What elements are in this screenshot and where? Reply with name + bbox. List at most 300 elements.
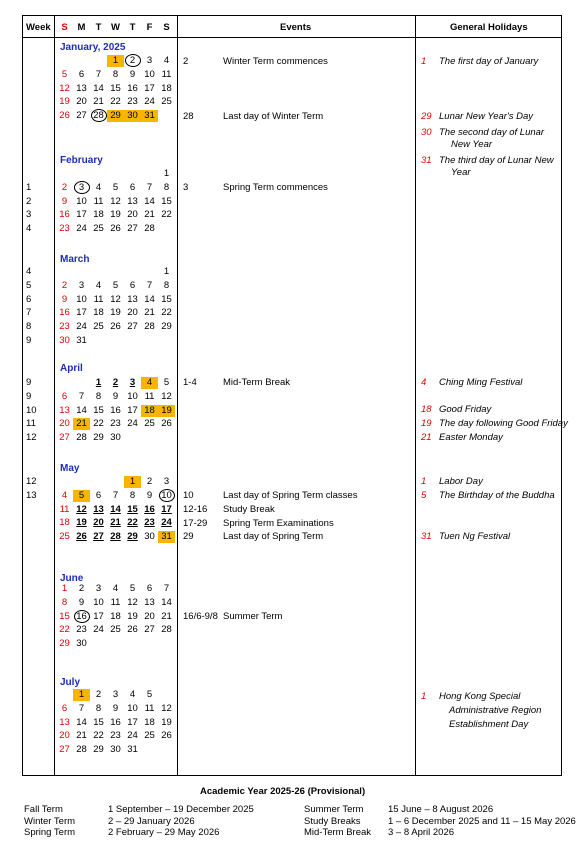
calendar-day: 24	[127, 730, 138, 742]
calendar-day: 16	[127, 82, 138, 94]
calendar-day: 24	[76, 321, 87, 333]
holiday-date: 18	[421, 404, 432, 415]
calendar-day: 4	[129, 689, 136, 700]
week-number: 9	[26, 377, 32, 388]
calendar-day: 18	[144, 716, 155, 728]
event-date: 16/6-9/8	[183, 611, 218, 622]
week-number: 7	[26, 307, 32, 319]
calendar-day: 11	[93, 293, 104, 305]
calendar-day: 12	[59, 82, 70, 94]
footer-title: Academic Year 2025-26 (Provisional)	[200, 786, 366, 797]
footer-term-label: Summer Term	[304, 804, 364, 815]
calendar-day: 3	[163, 476, 170, 487]
calendar-day: 11	[93, 195, 104, 207]
calendar-day: 14	[76, 716, 87, 728]
footer-term-label: Fall Term	[24, 804, 63, 815]
weekday-header: T	[129, 22, 136, 33]
week-number: 3	[26, 209, 32, 221]
calendar-day: 16	[74, 610, 90, 623]
calendar-day: 26	[161, 730, 172, 742]
calendar-day: 3	[146, 55, 153, 66]
calendar-day: 25	[144, 418, 155, 430]
holiday-date: 21	[421, 432, 432, 443]
event-date: 12-16	[183, 504, 208, 515]
holiday-name-cont: Administrative Region	[449, 705, 542, 716]
calendar-day: 19	[110, 307, 121, 319]
week-number: 12	[26, 476, 37, 487]
calendar-day: 28	[144, 223, 155, 235]
calendar-day: 20	[59, 418, 70, 430]
week-number: 6	[26, 293, 32, 305]
calendar-day: 31	[76, 335, 87, 346]
holiday-name: The second day of Lunar	[439, 127, 545, 138]
calendar-day: 6	[61, 702, 68, 714]
calendar-day: 6	[61, 390, 68, 402]
footer-term-label: Spring Term	[24, 827, 76, 838]
calendar-day: 25	[93, 223, 104, 235]
calendar-day: 4	[95, 279, 102, 291]
calendar-day: 12	[161, 702, 172, 714]
calendar-day: 19	[127, 610, 138, 622]
calendar-day: 27	[59, 432, 70, 444]
calendar-day: 17	[76, 307, 87, 319]
calendar-day: 15	[93, 404, 104, 416]
holiday-date: 5	[421, 490, 427, 501]
event-text: Last day of Spring Term	[223, 531, 324, 542]
calendar-day: 25	[93, 321, 104, 333]
calendar-day: 24	[93, 624, 104, 636]
calendar-day: 19	[76, 517, 87, 529]
calendar-day: 11	[59, 503, 70, 515]
calendar-day: 24	[76, 223, 87, 235]
calendar-day: 1	[124, 476, 141, 488]
calendar-day: 10	[127, 390, 138, 402]
calendar-day: 21	[161, 610, 172, 622]
calendar-day: 5	[73, 490, 90, 502]
calendar-day: 2	[61, 181, 68, 193]
calendar-day: 11	[144, 390, 155, 402]
divider-events	[415, 15, 416, 776]
calendar-day: 5	[61, 68, 68, 80]
calendar-day: 2	[95, 689, 102, 700]
calendar-day: 23	[110, 730, 121, 742]
holiday-date: 30	[421, 127, 432, 138]
calendar-day: 12	[76, 503, 87, 515]
week-number: 11	[26, 418, 36, 430]
calendar-day: 2	[112, 377, 119, 388]
weekday-header: F	[146, 22, 153, 33]
calendar-day: 14	[76, 404, 87, 416]
calendar-day: 4	[112, 583, 119, 594]
calendar-day: 15	[161, 195, 172, 207]
event-text: Spring Term Examinations	[223, 518, 334, 529]
holiday-name-cont: Year	[451, 167, 471, 178]
calendar-day: 28	[91, 109, 107, 122]
calendar-day: 19	[59, 96, 70, 108]
calendar-day: 26	[161, 418, 172, 430]
calendar-day: 24	[161, 517, 172, 529]
calendar-day: 29	[107, 110, 124, 122]
week-number: 4	[26, 223, 32, 235]
calendar-day: 27	[144, 624, 155, 636]
calendar-day: 10	[76, 195, 87, 207]
calendar-day: 14	[93, 82, 104, 94]
calendar-day: 27	[59, 744, 70, 756]
calendar-day: 5	[112, 181, 119, 193]
holiday-name: Hong Kong Special	[439, 691, 521, 702]
divider-calendar	[177, 15, 178, 776]
holiday-date: 4	[421, 377, 427, 388]
footer-term-dates: 2 February – 29 May 2026	[108, 827, 220, 838]
calendar-day: 21	[76, 730, 87, 742]
holiday-date: 31	[421, 531, 432, 542]
calendar-day: 24	[127, 418, 138, 430]
calendar-day: 10	[159, 489, 175, 502]
holiday-name: Good Friday	[439, 404, 492, 415]
calendar-day: 14	[144, 293, 155, 305]
calendar-day: 30	[144, 531, 155, 543]
calendar-day: 12	[127, 596, 138, 608]
month-label-may: May	[60, 463, 80, 474]
calendar-day: 30	[110, 744, 121, 756]
calendar-day: 25	[110, 624, 121, 636]
holiday-name: Easter Monday	[439, 432, 503, 443]
calendar-day: 15	[161, 293, 172, 305]
week-number: 1	[26, 181, 32, 193]
calendar-day: 13	[127, 293, 138, 305]
calendar-day: 17	[127, 404, 138, 416]
calendar-day: 25	[144, 730, 155, 742]
calendar-day: 8	[163, 181, 170, 193]
calendar-day: 29	[93, 432, 104, 444]
calendar-day: 8	[61, 596, 68, 608]
weekday-header: S	[163, 22, 170, 33]
calendar-day: 13	[59, 716, 70, 728]
calendar-day: 22	[127, 517, 138, 529]
week-number: 8	[26, 321, 32, 333]
calendar-day: 20	[127, 307, 138, 319]
calendar-day: 13	[59, 404, 70, 416]
week-number: 5	[26, 279, 32, 291]
calendar-day: 5	[129, 583, 136, 594]
calendar-day: 9	[61, 293, 68, 305]
calendar-day: 30	[59, 335, 70, 346]
calendar-day: 22	[161, 209, 172, 221]
calendar-day: 16	[110, 716, 121, 728]
calendar-day: 17	[76, 209, 87, 221]
weekday-header: S	[61, 22, 68, 33]
calendar-day: 17	[93, 610, 104, 622]
calendar-day: 16	[59, 307, 70, 319]
calendar-day: 19	[158, 405, 175, 417]
calendar-day: 4	[141, 377, 158, 389]
calendar-day: 19	[110, 209, 121, 221]
calendar-day: 22	[93, 730, 104, 742]
month-label-june: June	[60, 573, 84, 584]
calendar-day: 12	[110, 293, 121, 305]
calendar-day: 29	[127, 531, 138, 543]
calendar-day: 24	[144, 96, 155, 108]
calendar-day: 14	[110, 503, 121, 515]
week-number: 9	[26, 335, 32, 346]
holiday-name: Labor Day	[439, 476, 483, 487]
calendar-day: 18	[93, 307, 104, 319]
week-number: 2	[26, 195, 32, 207]
footer-term-label: Winter Term	[24, 816, 76, 827]
calendar-day: 20	[93, 517, 104, 529]
week-number: 9	[26, 390, 32, 402]
calendar-day: 15	[127, 503, 138, 515]
holiday-date: 29	[421, 111, 432, 122]
calendar-day: 7	[163, 583, 170, 594]
week-number: 4	[26, 266, 32, 277]
calendar-day: 19	[161, 716, 172, 728]
calendar-day: 13	[93, 503, 104, 515]
event-date: 3	[183, 182, 189, 193]
calendar-day: 3	[129, 377, 136, 388]
calendar-day: 25	[161, 96, 172, 108]
week-number: 12	[26, 432, 37, 444]
calendar-day: 30	[110, 432, 121, 444]
event-text: Mid-Term Break	[223, 377, 291, 388]
calendar-day: 2	[125, 54, 141, 67]
month-label-march: March	[60, 254, 90, 265]
calendar-day: 23	[144, 517, 155, 529]
calendar-day: 14	[161, 596, 172, 608]
calendar-day: 21	[144, 209, 155, 221]
calendar-day: 23	[127, 96, 138, 108]
calendar-day: 18	[59, 517, 70, 529]
holiday-name: Ching Ming Festival	[439, 377, 523, 388]
footer-term-dates: 2 – 29 January 2026	[108, 816, 195, 827]
calendar-day: 27	[93, 531, 104, 543]
holiday-name: The third day of Lunar New	[439, 155, 554, 166]
calendar-day: 18	[161, 82, 172, 94]
holiday-name-cont: New Year	[451, 139, 493, 150]
calendar-day: 21	[110, 517, 121, 529]
calendar-day: 8	[95, 390, 102, 402]
calendar-day: 16	[59, 209, 70, 221]
calendar-day: 31	[158, 531, 175, 543]
events-header: Events	[280, 22, 312, 33]
calendar-day: 3	[74, 181, 90, 194]
week-number: 13	[26, 489, 37, 501]
calendar-day: 11	[110, 596, 121, 608]
holiday-date: 1	[421, 56, 427, 67]
calendar-day: 11	[161, 68, 172, 80]
calendar-day: 28	[144, 321, 155, 333]
calendar-day: 18	[110, 610, 121, 622]
month-label-april: April	[60, 363, 83, 374]
calendar-day: 28	[110, 531, 121, 543]
calendar-day: 13	[127, 195, 138, 207]
calendar-day: 7	[146, 181, 153, 193]
calendar-day: 26	[110, 321, 121, 333]
calendar-day: 1	[163, 168, 170, 179]
event-text: Winter Term commences	[223, 56, 328, 67]
calendar-day: 11	[144, 702, 155, 714]
calendar-day: 9	[146, 489, 153, 501]
calendar-day: 22	[59, 624, 70, 636]
calendar-day: 26	[110, 223, 121, 235]
calendar-day: 7	[146, 279, 153, 291]
calendar-day: 16	[110, 404, 121, 416]
calendar-day: 10	[93, 596, 104, 608]
calendar-day: 20	[76, 96, 87, 108]
calendar-day: 5	[163, 377, 170, 388]
holiday-date: 1	[421, 476, 427, 487]
holiday-date: 1	[421, 691, 427, 702]
calendar-day: 17	[127, 716, 138, 728]
calendar-day: 5	[112, 279, 119, 291]
calendar-day: 20	[144, 610, 155, 622]
calendar-day: 6	[95, 489, 102, 501]
calendar-day: 3	[78, 279, 85, 291]
event-date: 10	[183, 490, 194, 501]
calendar-day: 6	[146, 583, 153, 594]
weekday-header: W	[111, 22, 120, 33]
holidays-header: General Holidays	[450, 22, 528, 33]
calendar-day: 9	[61, 195, 68, 207]
calendar-day: 8	[129, 489, 136, 501]
event-date: 17-29	[183, 518, 208, 529]
calendar-day: 22	[93, 418, 104, 430]
calendar-day: 30	[76, 638, 87, 650]
footer-term-label: Study Breaks	[304, 816, 361, 827]
calendar-day: 23	[59, 321, 70, 333]
footer-term-label: Mid-Term Break	[304, 827, 372, 838]
event-text: Summer Term	[223, 611, 283, 622]
holiday-date: 31	[421, 155, 432, 166]
event-date: 29	[183, 531, 194, 542]
calendar-day: 14	[144, 195, 155, 207]
calendar-day: 31	[141, 110, 158, 122]
holiday-name: The first day of January	[439, 56, 539, 67]
calendar-day: 18	[141, 405, 158, 417]
calendar-day: 1	[163, 266, 170, 277]
month-label-july: July	[60, 677, 81, 688]
calendar-day: 28	[161, 624, 172, 636]
header-divider	[22, 37, 562, 38]
calendar-day: 21	[73, 418, 90, 430]
calendar-day: 6	[78, 68, 85, 80]
footer-term-dates: 15 June – 8 August 2026	[388, 804, 494, 815]
calendar-day: 23	[59, 223, 70, 235]
calendar-day: 29	[161, 321, 172, 333]
calendar-day: 6	[129, 181, 136, 193]
calendar-day: 16	[144, 503, 155, 515]
calendar-day: 2	[61, 279, 68, 291]
calendar-day: 2	[78, 583, 85, 594]
calendar-day: 23	[76, 624, 87, 636]
holiday-name: Tuen Ng Festival	[439, 531, 511, 542]
calendar-day: 12	[110, 195, 121, 207]
calendar-day: 1	[107, 55, 124, 67]
calendar-day: 7	[95, 68, 102, 80]
calendar-day: 22	[161, 307, 172, 319]
holiday-name-cont: Establishment Day	[449, 719, 529, 730]
calendar-day: 8	[163, 279, 170, 291]
calendar-day: 8	[112, 68, 119, 80]
calendar-day: 7	[78, 702, 85, 714]
calendar-day: 4	[61, 489, 68, 501]
calendar-day: 10	[144, 68, 155, 80]
calendar-day: 9	[112, 702, 119, 714]
calendar-day: 29	[59, 638, 70, 650]
calendar-day: 29	[93, 744, 104, 756]
calendar-day: 10	[76, 293, 87, 305]
calendar-day: 1	[95, 377, 102, 388]
calendar-day: 17	[161, 503, 172, 515]
calendar-day: 15	[59, 610, 70, 622]
calendar-day: 1	[61, 583, 68, 594]
calendar-day: 7	[112, 489, 119, 501]
calendar-day: 30	[124, 110, 141, 122]
calendar-day: 22	[110, 96, 121, 108]
calendar-day: 20	[59, 730, 70, 742]
calendar-day: 21	[93, 96, 104, 108]
calendar-day: 15	[110, 82, 121, 94]
calendar-day: 31	[127, 744, 138, 756]
event-text: Last day of Winter Term	[223, 111, 324, 122]
calendar-day: 1	[73, 689, 90, 701]
calendar-day: 2	[146, 476, 153, 487]
calendar-day: 25	[59, 531, 70, 543]
calendar-day: 26	[127, 624, 138, 636]
calendar-day: 27	[127, 223, 138, 235]
calendar-day: 6	[129, 279, 136, 291]
footer-term-dates: 1 September – 19 December 2025	[108, 804, 254, 815]
holiday-name: The day following Good Friday	[439, 418, 568, 429]
calendar-day: 17	[144, 82, 155, 94]
weekday-header: T	[95, 22, 102, 33]
calendar-day: 27	[127, 321, 138, 333]
event-text: Spring Term commences	[223, 182, 328, 193]
weekday-header: M	[77, 22, 86, 33]
calendar-day: 3	[95, 583, 102, 594]
footer-term-dates: 3 – 8 April 2026	[388, 827, 455, 838]
event-date: 1-4	[183, 377, 197, 388]
calendar-day: 5	[146, 689, 153, 700]
event-date: 2	[183, 56, 189, 67]
event-date: 28	[183, 111, 194, 122]
calendar-day: 3	[112, 689, 119, 700]
holiday-name: The Birthday of the Buddha	[439, 490, 555, 501]
week-header: Week	[26, 22, 51, 33]
calendar-day: 9	[78, 596, 85, 608]
calendar-day: 9	[129, 68, 136, 80]
week-number: 10	[26, 404, 37, 416]
calendar-day: 4	[95, 181, 102, 193]
calendar-day: 10	[127, 702, 138, 714]
calendar-day: 13	[144, 596, 155, 608]
calendar-day: 4	[163, 55, 170, 66]
calendar-day: 20	[127, 209, 138, 221]
month-label-february: February	[60, 155, 103, 166]
month-label-january: January, 2025	[60, 42, 126, 53]
footer-term-dates: 1 – 6 December 2025 and 11 – 15 May 2026	[388, 816, 576, 827]
divider-week	[54, 15, 55, 776]
calendar-day: 28	[76, 432, 87, 444]
calendar-day: 26	[76, 531, 87, 543]
calendar-day: 7	[78, 390, 85, 402]
event-text: Last day of Spring Term classes	[223, 490, 358, 501]
calendar-day: 18	[93, 209, 104, 221]
calendar-day: 15	[93, 716, 104, 728]
calendar-day: 27	[76, 110, 87, 122]
calendar-day: 9	[112, 390, 119, 402]
calendar-day: 21	[144, 307, 155, 319]
